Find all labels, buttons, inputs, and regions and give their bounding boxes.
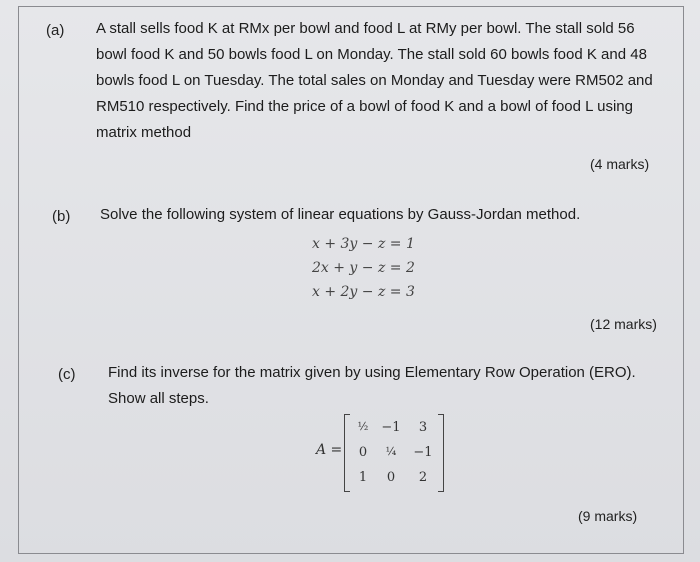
part-a-line-4: RM510 respectively. Find the price of a bowl of food K and a bowl of food L using [96,98,633,115]
part-c-marks: (9 marks) [578,508,638,524]
part-b-marks: (12 marks) [590,316,657,332]
matrix-cell-1-1: ½ [357,420,369,433]
matrix-name: A = [316,442,343,458]
part-c-line-2: Show all steps. [108,390,209,407]
matrix-cell-3-2: 0 [386,470,396,485]
equation-3: x + 2y − z = 3 [312,284,415,300]
matrix-cell-3-1: 1 [358,470,368,485]
matrix-right-bracket [438,414,444,492]
matrix-cell-2-2: ¼ [385,445,397,458]
part-a-line-3: bowls food L on Tuesday. The total sales on Monday and Tuesday were RM502 and [96,72,653,89]
part-b-text: Solve the following system of linear equations by Gauss-Jordan method. [100,206,581,223]
part-a-line-2: bowl food K and 50 bowls food L on Monday. The stall sold 60 bowls food K and 48 [96,46,647,63]
matrix-cell-2-1: 0 [358,445,368,460]
matrix-cell-3-3: 2 [418,470,428,485]
part-a-label: (a) [46,22,65,39]
matrix-cell-1-2: −1 [381,420,401,435]
part-c-label: (c) [58,366,76,383]
part-a-marks: (4 marks) [590,156,650,172]
matrix-cell-2-3: −1 [413,445,433,460]
part-c-text [108,360,668,412]
matrix-A [316,412,446,494]
part-a-line-1: A stall sells food K at RMx per bowl and food L at RMy per bowl. The stall sold 56 [96,20,635,37]
equation-system [312,232,415,304]
matrix-cell-1-3: 3 [418,420,428,435]
part-a-line-5: matrix method [96,124,192,141]
part-a-text [96,16,676,146]
equation-2: 2x + y − z = 2 [312,260,415,276]
matrix-left-bracket [344,414,350,492]
part-c-line-1: Find its inverse for the matrix given by using Elementary Row Operation (ERO). [108,364,636,381]
equation-1: x + 3y − z = 1 [312,236,415,252]
part-b-label: (b) [52,208,71,225]
